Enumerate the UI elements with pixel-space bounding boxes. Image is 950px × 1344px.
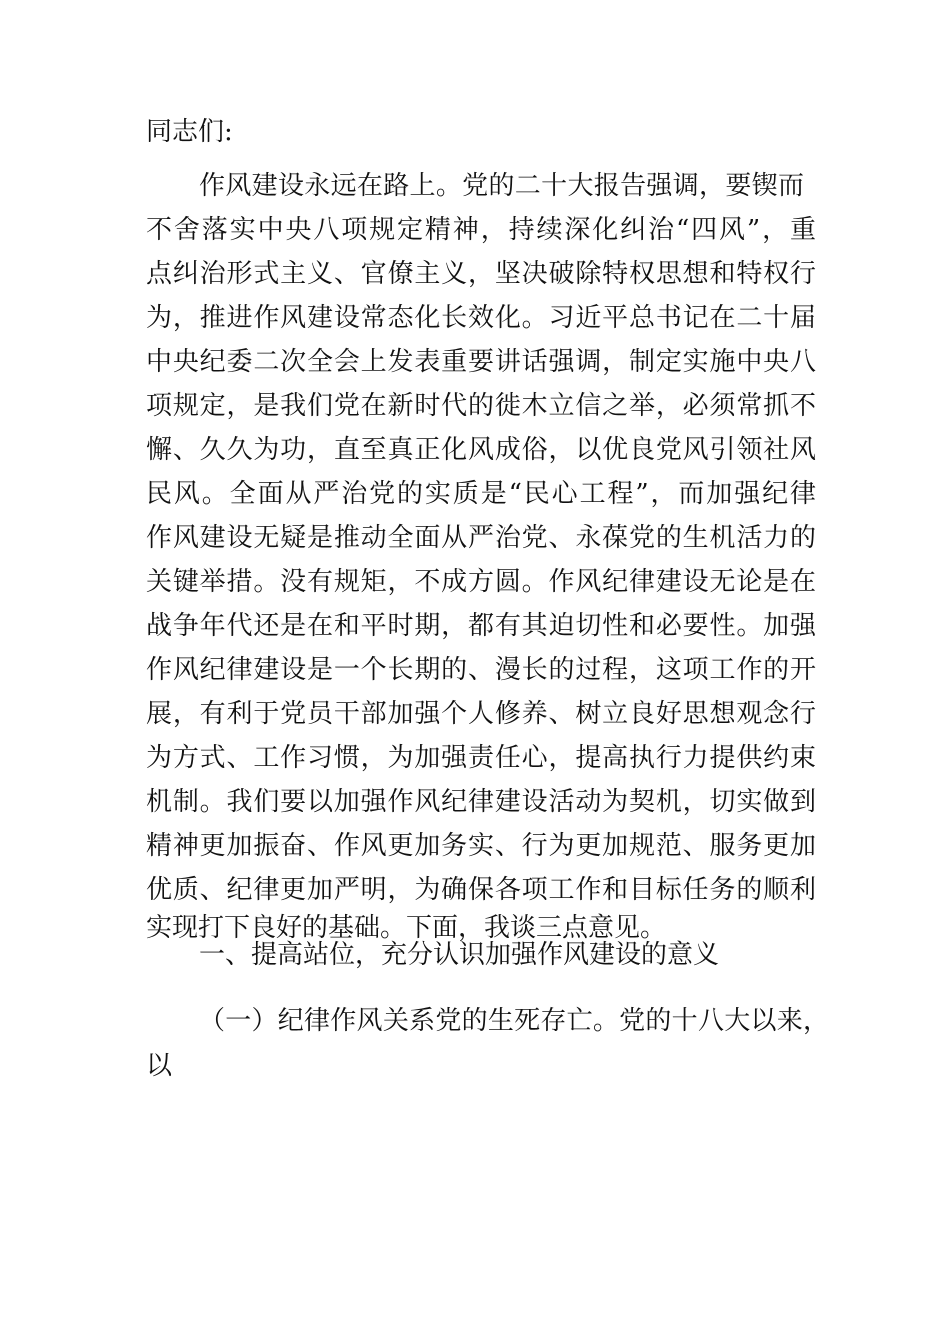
paragraph-line: 关键举措。没有规矩，不成方圆。作风纪律建设无论是在 xyxy=(146,567,816,597)
paragraph-line: 为方式、工作习惯，为加强责任心，提高执行力提供约束 xyxy=(146,743,816,773)
paragraph-line: 中央纪委二次全会上发表重要讲话强调，制定实施中央八 xyxy=(146,347,816,377)
subsection-continuation: 以 xyxy=(146,1051,173,1081)
paragraph-line: 项规定，是我们党在新时代的徙木立信之举，必须常抓不 xyxy=(146,391,816,421)
paragraph-line: 懈、久久为功，直至真正化风成俗，以优良党风引领社风 xyxy=(146,435,816,465)
paragraph-line: 作风建设无疑是推动全面从严治党、永葆党的生机活力的 xyxy=(146,523,816,553)
paragraph-line: 优质、纪律更加严明，为确保各项工作和目标任务的顺利 xyxy=(146,875,816,905)
paragraph-line: 作风建设永远在路上。党的二十大报告强调，要锲而 xyxy=(199,171,804,201)
paragraph-line: 不舍落实中央八项规定精神，持续深化纠治“四风”，重 xyxy=(146,215,816,245)
paragraph-line: 精神更加振奋、作风更加务实、行为更加规范、服务更加 xyxy=(146,831,816,861)
section-heading: 一、提高站位，充分认识加强作风建设的意义 xyxy=(199,940,720,970)
paragraph-line: 为，推进作风建设常态化长效化。习近平总书记在二十届 xyxy=(146,303,816,333)
paragraph-line: 展，有利于党员干部加强个人修养、树立良好思想观念行 xyxy=(146,699,816,729)
subsection-heading: （一）纪律作风关系党的生死存亡。党的十八大以来， xyxy=(199,1006,829,1036)
salutation: 同志们: xyxy=(146,117,233,147)
paragraph-line: 战争年代还是在和平时期，都有其迫切性和必要性。加强 xyxy=(146,611,816,641)
paragraph-line: 机制。我们要以加强作风纪律建设活动为契机，切实做到 xyxy=(146,787,816,817)
paragraph-line: 实现打下良好的基础。下面，我谈三点意见。 xyxy=(146,913,667,943)
paragraph-line: 民风。全面从严治党的实质是“民心工程”，而加强纪律 xyxy=(146,479,816,509)
paragraph-line: 作风纪律建设是一个长期的、漫长的过程，这项工作的开 xyxy=(146,655,816,685)
paragraph-line: 点纠治形式主义、官僚主义，坚决破除特权思想和特权行 xyxy=(146,259,816,289)
